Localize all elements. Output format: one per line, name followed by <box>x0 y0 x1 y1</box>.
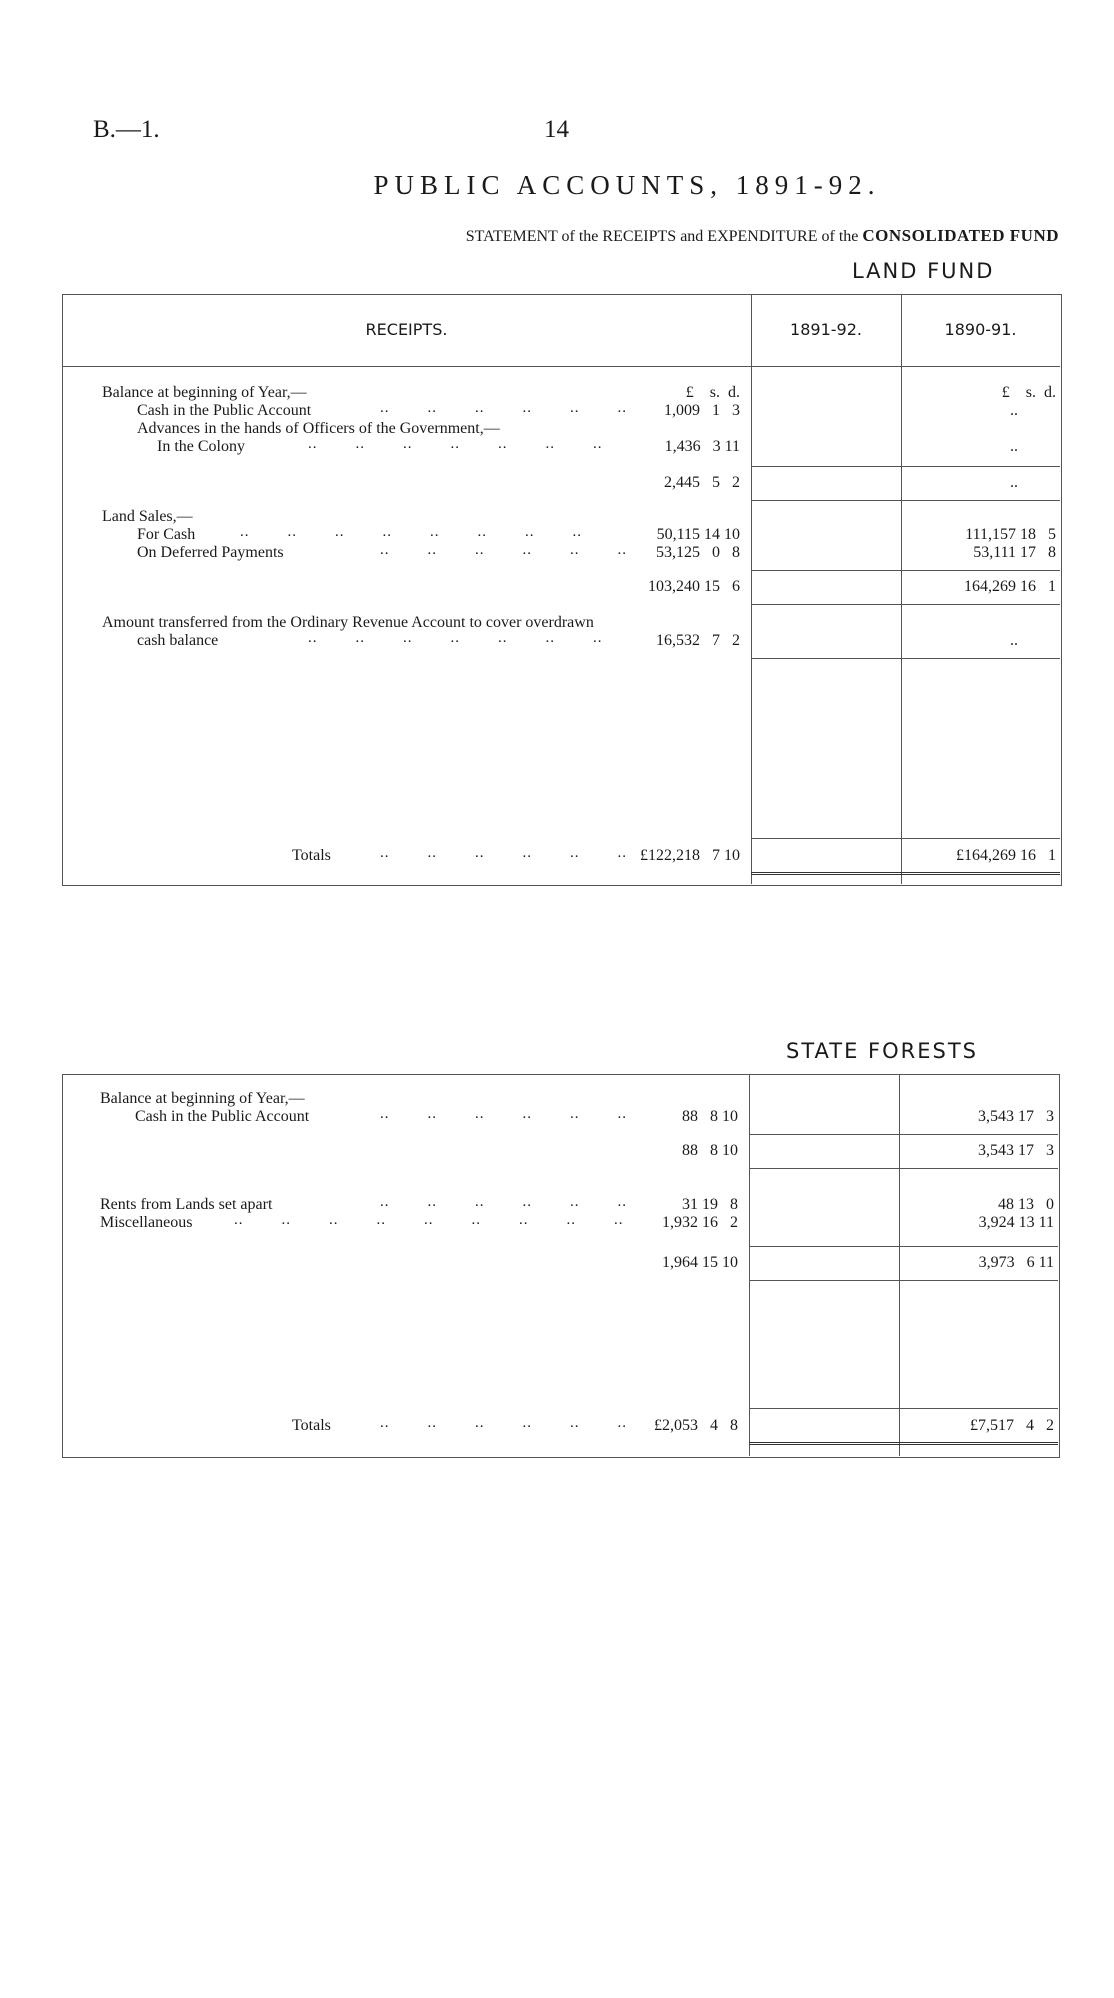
sf-cash-1891: 88 8 10 <box>682 1108 738 1125</box>
transfer-1890: .. <box>1010 632 1018 649</box>
cash-label: Cash in the Public Account <box>137 402 312 419</box>
land-sales-heading: Land Sales,— <box>102 508 193 525</box>
leader-dots: .. .. .. .. .. .. .. .. <box>240 524 582 540</box>
for-cash-label: For Cash <box>137 526 196 543</box>
sf-totals-label: Totals <box>292 1417 331 1434</box>
document-reference: B.—1. <box>93 116 160 143</box>
leader-dots: .. .. .. .. .. .. <box>380 1415 627 1431</box>
subtotal-balance-1891: 2,445 5 2 <box>664 474 740 491</box>
sf-subtotal-balance-1890: 3,543 17 3 <box>978 1142 1054 1159</box>
colony-1891: 1,436 3 11 <box>664 438 740 455</box>
transfer-label-cont: cash balance <box>137 632 219 649</box>
leader-dots: .. .. .. .. .. .. <box>380 845 627 861</box>
totals-label: Totals <box>292 847 331 864</box>
sf-balance-heading: Balance at beginning of Year,— <box>100 1090 305 1107</box>
colony-1890: .. <box>1010 438 1018 455</box>
colony-label: In the Colony <box>157 438 245 455</box>
year-1890-header: 1890-91. <box>944 320 1017 339</box>
sf-rents-label: Rents from Lands set apart <box>100 1196 273 1213</box>
state-forests-table <box>62 1074 1060 1458</box>
subtotal-balance-1890: .. <box>1010 474 1018 491</box>
leader-dots: .. .. .. .. .. .. <box>380 400 627 416</box>
deferred-label: On Deferred Payments <box>137 544 284 561</box>
sf-subtotal-balance-1891: 88 8 10 <box>682 1142 738 1159</box>
units-1891: £ s. d. <box>685 384 740 401</box>
leader-dots: .. .. .. .. .. .. .. .. .. <box>234 1212 624 1228</box>
page-number: 14 <box>544 116 569 143</box>
transfer-label: Amount transferred from the Ordinary Revenue Account to cover overdrawn <box>102 614 594 631</box>
deferred-1891: 53,125 0 8 <box>656 544 740 561</box>
advances-label: Advances in the hands of Officers of the Government,— <box>137 420 500 437</box>
transfer-1891: 16,532 7 2 <box>656 632 740 649</box>
sf-misc-label: Miscellaneous <box>100 1214 193 1231</box>
sf-subtotal-receipts-1891: 1,964 15 10 <box>662 1254 738 1271</box>
totals-1891: £122,218 7 10 <box>640 847 740 864</box>
for-cash-1890: 111,157 18 5 <box>965 526 1056 543</box>
for-cash-1891: 50,115 14 10 <box>656 526 740 543</box>
leader-dots: .. .. .. .. .. .. <box>380 542 627 558</box>
sf-rents-1891: 31 19 8 <box>682 1196 738 1213</box>
sf-subtotal-receipts-1890: 3,973 6 11 <box>978 1254 1054 1271</box>
statement-line <box>466 226 1059 246</box>
leader-dots: .. .. .. .. .. .. .. <box>308 436 603 452</box>
sf-misc-1890: 3,924 13 11 <box>978 1214 1054 1231</box>
statement-text: STATEMENT of the RECEIPTS and EXPENDITURE of the <box>465 228 859 245</box>
land-fund-heading: LAND FUND <box>852 259 995 283</box>
page-title: PUBLIC ACCOUNTS, 1891-92. <box>373 170 881 200</box>
balance-heading: Balance at beginning of Year,— <box>102 384 307 401</box>
year-1891-header: 1891-92. <box>790 320 862 339</box>
leader-dots: .. .. .. .. .. .. .. <box>308 630 603 646</box>
statement-fund: CONSOLIDATED FUND <box>862 226 1059 245</box>
sf-totals-1891: £2,053 4 8 <box>654 1417 738 1434</box>
land-fund-table <box>62 294 1062 886</box>
state-forests-heading: STATE FORESTS <box>786 1039 978 1063</box>
totals-1890: £164,269 16 1 <box>956 847 1056 864</box>
cash-1890: .. <box>1010 402 1018 419</box>
sf-rents-1890: 48 13 0 <box>998 1196 1054 1213</box>
sf-misc-1891: 1,932 16 2 <box>662 1214 738 1231</box>
subtotal-sales-1890: 164,269 16 1 <box>964 578 1056 595</box>
sf-cash-1890: 3,543 17 3 <box>978 1108 1054 1125</box>
cash-1891: 1,009 1 3 <box>664 402 740 419</box>
leader-dots: .. .. .. .. .. .. <box>380 1194 627 1210</box>
receipts-column-header: RECEIPTS. <box>365 320 448 339</box>
subtotal-sales-1891: 103,240 15 6 <box>648 578 740 595</box>
sf-cash-label: Cash in the Public Account <box>135 1108 310 1125</box>
deferred-1890: 53,111 17 8 <box>973 544 1056 561</box>
leader-dots: .. .. .. .. .. .. <box>380 1106 627 1122</box>
sf-totals-1890: £7,517 4 2 <box>970 1417 1054 1434</box>
units-1890: £ s. d. <box>1001 384 1056 401</box>
